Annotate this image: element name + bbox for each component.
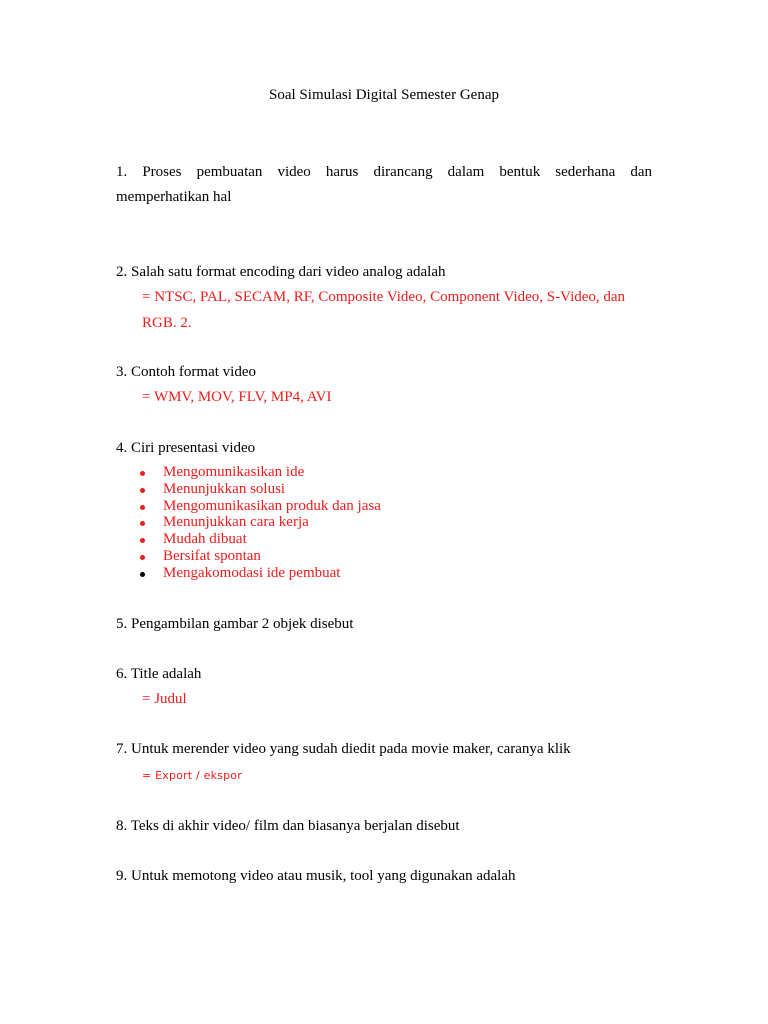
question-1-continuation: memperhatikan hal <box>116 189 232 205</box>
document-title: Soal Simulasi Digital Semester Genap <box>269 87 499 103</box>
bullet-icon <box>140 538 145 543</box>
bullet-icon <box>140 521 145 526</box>
list-item: Menunjukkan solusi <box>138 481 381 498</box>
question-7: 7. Untuk merender video yang sudah diedit pada movie maker, caranya klik <box>116 741 571 757</box>
question-6: 6. Title adalah <box>116 666 202 682</box>
answer-2-line-1: = NTSC, PAL, SECAM, RF, Composite Video, Component Video, S-Video, dan <box>142 289 626 305</box>
bullet-icon <box>140 471 145 476</box>
bullet-icon <box>140 555 145 560</box>
question-5: 5. Pengambilan gambar 2 objek disebut <box>116 616 354 632</box>
list-item: Mengomunikasikan ide <box>138 464 381 481</box>
answer-2-line-2: RGB. 2. <box>142 315 192 331</box>
question-1: 1. Proses pembuatan video harus dirancang dalam bentuk sederhana dan <box>116 164 652 180</box>
list-item: Menunjukkan cara kerja <box>138 514 381 531</box>
bullet-icon <box>140 505 145 510</box>
list-item: Mengakomodasi ide pembuat <box>138 565 381 582</box>
question-8: 8. Teks di akhir video/ film dan biasanya berjalan disebut <box>116 818 460 834</box>
question-4: 4. Ciri presentasi video <box>116 440 256 456</box>
answer-6: = Judul <box>142 691 187 707</box>
bullet-icon <box>140 488 145 493</box>
answer-7: = Export / ekspor <box>142 769 242 782</box>
question-2: 2. Salah satu format encoding dari video analog adalah <box>116 264 446 280</box>
list-item: Bersifat spontan <box>138 548 381 565</box>
question-9: 9. Untuk memotong video atau musik, tool yang digunakan adalah <box>116 868 516 884</box>
answer-3: = WMV, MOV, FLV, MP4, AVI <box>142 389 332 405</box>
answer-4-list <box>138 464 381 582</box>
question-3: 3. Contoh format video <box>116 364 256 380</box>
list-item: Mudah dibuat <box>138 531 381 548</box>
list-item: Mengomunikasikan produk dan jasa <box>138 498 381 515</box>
bullet-icon <box>140 572 145 577</box>
